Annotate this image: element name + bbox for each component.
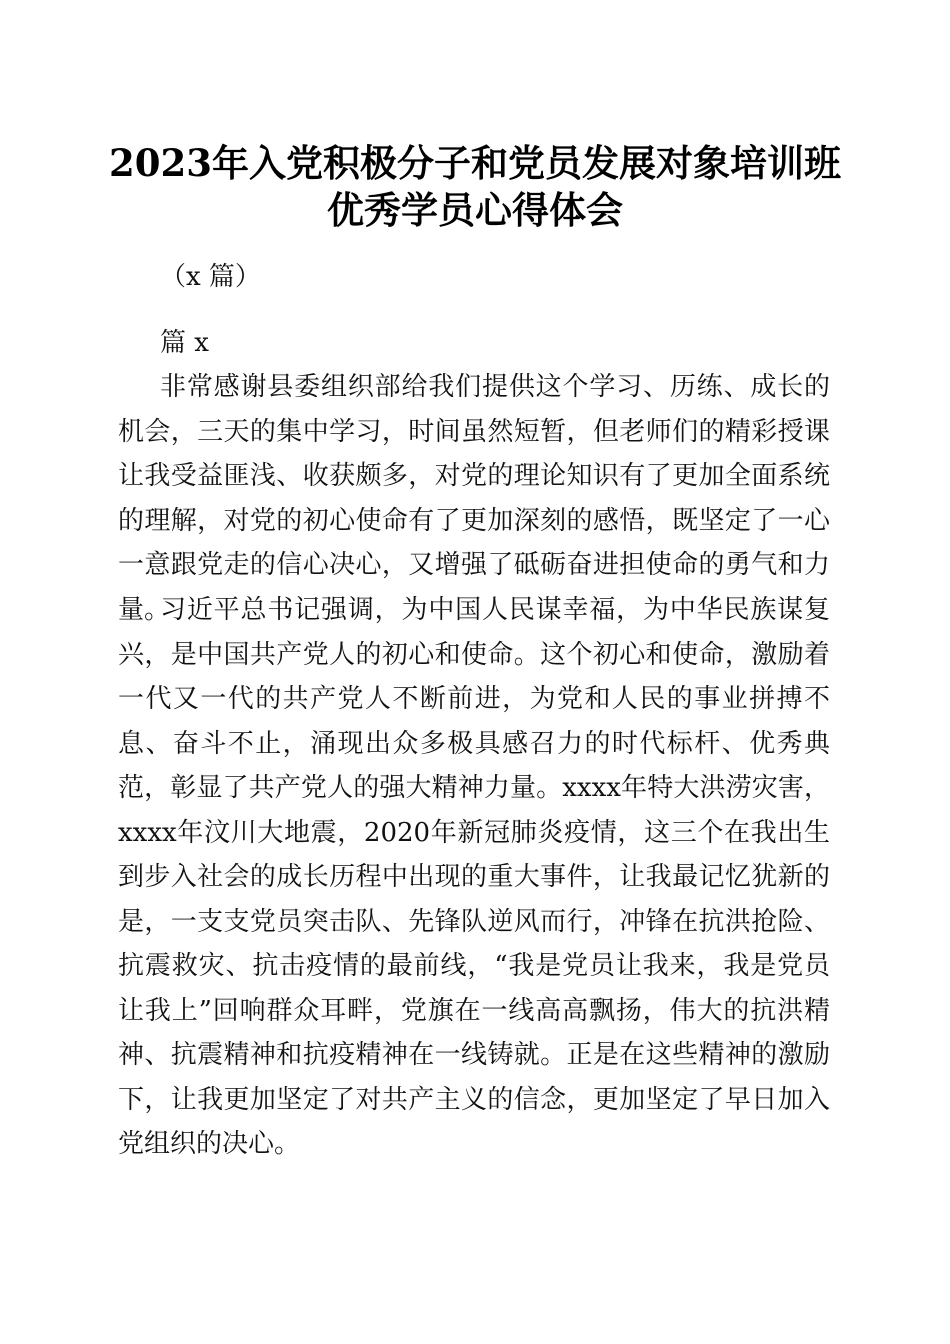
body-paragraph: 习近平总书记强调，为中国人民谋幸福，为中华民族谋复兴，是中国共产党人的初心和使命。这个初心和使命，激励着一代又一代的共产党人不断前进，为党和人民的事业拼搏不息、奋斗不止，涌现出众多极具感召力的时代标杆、优秀典范，彰显了共产党人的强大精神力量。xxxx年特大洪涝灾害，xxxx年汶川大地震，2020年新冠肺炎疫情，这三个在我出生到步入社会的成长历程中出现的重大事件，让我最记忆犹新的是，一支支党员突击队、先锋队逆风而行，冲锋在抗洪抢险、抗震救灾、抗击疫情的最前线，“我是党员让我来，我是党员让我上”回响群众耳畔，党旗在一线高高飘扬，伟大的抗洪精神、抗震精神和抗疫精神在一线铸就。正是在这些精神的激励下，让我更加坚定了对共产主义的信念，更加坚定了早日加入党组织的决心。 <box>118 595 830 1159</box>
document-title-line-2: 优秀学员心得体会 <box>327 188 623 232</box>
article-count-label: （x 篇） <box>160 262 261 292</box>
document-title-line-1: 2023年入党积极分子和党员发展对象培训班 <box>109 141 841 185</box>
body-paragraph: 非常感谢县委组织部给我们提供这个学习、历练、成长的机会，三天的集中学习，时间虽然短暂，但老师们的精彩授课让我受益匪浅、收获颇多，对党的理论知识有了更加全面系统的理解，对党的初心使命有了更加深刻的感悟，既坚定了一心一意跟党走的信心决心，又增强了砥砺奋进担使命的勇气和力量。 <box>118 372 830 625</box>
section-label: 篇 x <box>160 328 209 358</box>
